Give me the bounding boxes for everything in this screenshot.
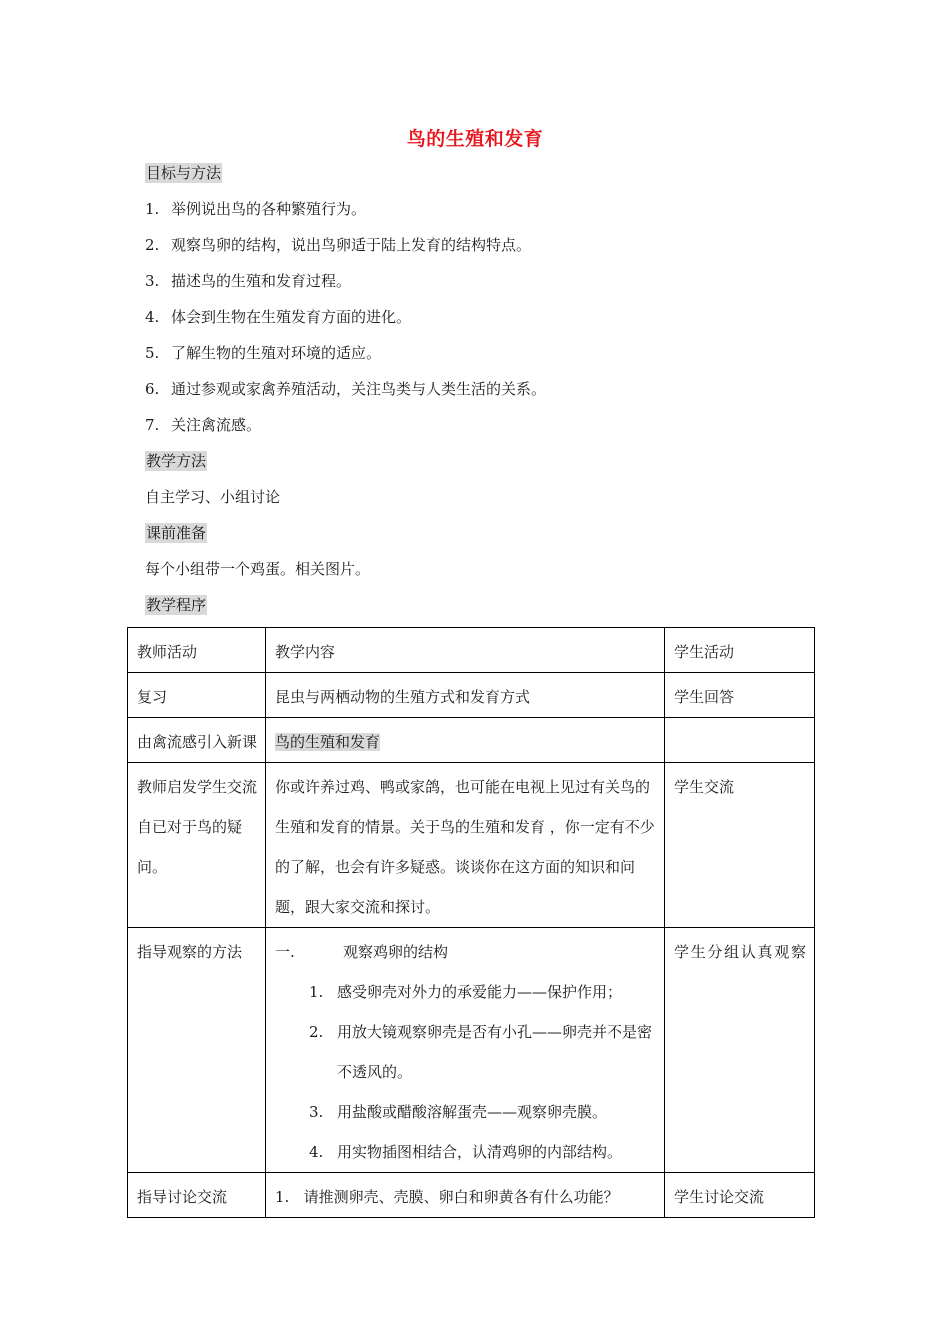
goal-item <box>145 379 546 399</box>
header-student-activity: 学生活动 <box>665 628 815 673</box>
table-row <box>128 718 815 763</box>
step-text: 感受卵壳对外力的承爱能力——保护作用； <box>337 983 623 1001</box>
cell-student: 学生回答 <box>665 673 815 718</box>
goal-item <box>145 307 411 327</box>
cell-teacher: 教师启发学生交流自已对于鸟的疑问。 <box>128 763 266 928</box>
goal-number: 7. <box>145 416 160 434</box>
table-header-row <box>128 628 815 673</box>
goal-text: 了解生物的生殖对环境的适应。 <box>171 344 382 362</box>
goal-item <box>145 199 366 219</box>
table-row <box>128 928 815 1173</box>
step-text: 用放大镜观察卵壳是否有小孔——卵壳并不是密不透风的。 <box>337 1023 653 1081</box>
observation-step <box>275 1132 656 1172</box>
goal-text: 描述鸟的生殖和发育过程。 <box>171 272 352 290</box>
cell-content <box>266 718 665 763</box>
cell-content: 你或许养过鸡、鸭或家鸽，也可能在电视上见过有关鸟的生殖和发育的情景。关于鸟的生殖和发育 ，你一定有不少的了解，也会有许多疑惑。谈谈你在这方面的知识和问题，跟大家交流和探讨。 <box>266 763 665 928</box>
cell-student <box>665 718 815 763</box>
cell-student: 学生分组认真观察 <box>665 928 815 1173</box>
prep-heading: 课前准备 <box>146 524 207 542</box>
cell-teacher: 由禽流感引入新课 <box>128 718 266 763</box>
header-teacher-activity: 教师活动 <box>128 628 266 673</box>
cell-teacher: 指导讨论交流 <box>128 1173 266 1218</box>
step-number: 4. <box>309 1143 324 1161</box>
table-row <box>128 763 815 928</box>
step-number: 2. <box>309 1023 324 1041</box>
page-title: 鸟的生殖和发育 <box>406 128 544 150</box>
cell-content: 昆虫与两栖动物的生殖方式和发育方式 <box>266 673 665 718</box>
observation-heading-number: 一. <box>275 943 295 961</box>
procedure-heading: 教学程序 <box>146 596 207 614</box>
goal-text: 观察鸟卵的结构，说出鸟卵适于陆上发育的结构特点。 <box>171 236 532 254</box>
table-row <box>128 673 815 718</box>
table-row <box>128 1173 815 1218</box>
cell-teacher: 复习 <box>128 673 266 718</box>
goal-number: 5. <box>145 344 160 362</box>
cell-teacher: 指导观察的方法 <box>128 928 266 1173</box>
step-text: 用盐酸或醋酸溶解蛋壳——观察卵壳膜。 <box>337 1103 608 1121</box>
step-number: 3. <box>309 1103 324 1121</box>
goal-number: 1. <box>145 200 160 218</box>
goal-item <box>145 271 351 291</box>
goal-number: 4. <box>145 308 160 326</box>
goals-heading: 目标与方法 <box>146 164 222 182</box>
goal-text: 关注禽流感。 <box>171 416 262 434</box>
method-text: 自主学习、小组讨论 <box>145 488 281 506</box>
observation-step <box>275 1012 656 1092</box>
cell-content <box>266 928 665 1173</box>
method-heading: 教学方法 <box>146 452 207 470</box>
goal-item <box>145 415 261 435</box>
goal-text: 体会到生物在生殖发育方面的进化。 <box>171 308 412 326</box>
goal-number: 6. <box>145 380 160 398</box>
goal-item <box>145 235 531 255</box>
cell-content: 1. 请推测卵壳、壳膜、卵白和卵黄各有什么功能？ <box>266 1173 665 1218</box>
goal-number: 2. <box>145 236 160 254</box>
header-teaching-content: 教学内容 <box>266 628 665 673</box>
step-number: 1. <box>309 983 324 1001</box>
observation-heading <box>275 932 656 972</box>
prep-text: 每个小组带一个鸡蛋。相关图片。 <box>145 560 371 578</box>
step-text: 用实物插图相结合，认清鸡卵的内部结构。 <box>337 1143 623 1161</box>
goal-text: 通过参观或家禽养殖活动，关注鸟类与人类生活的关系。 <box>171 380 547 398</box>
goal-item <box>145 343 381 363</box>
procedure-table <box>127 627 815 1218</box>
observation-heading-text: 观察鸡卵的结构 <box>343 943 449 961</box>
observation-step <box>275 1092 656 1132</box>
cell-student: 学生交流 <box>665 763 815 928</box>
observation-step <box>275 972 656 1012</box>
lesson-topic: 鸟的生殖和发育 <box>275 733 381 751</box>
cell-student: 学生讨论交流 <box>665 1173 815 1218</box>
goal-number: 3. <box>145 272 160 290</box>
goal-text: 举例说出鸟的各种繁殖行为。 <box>171 200 367 218</box>
